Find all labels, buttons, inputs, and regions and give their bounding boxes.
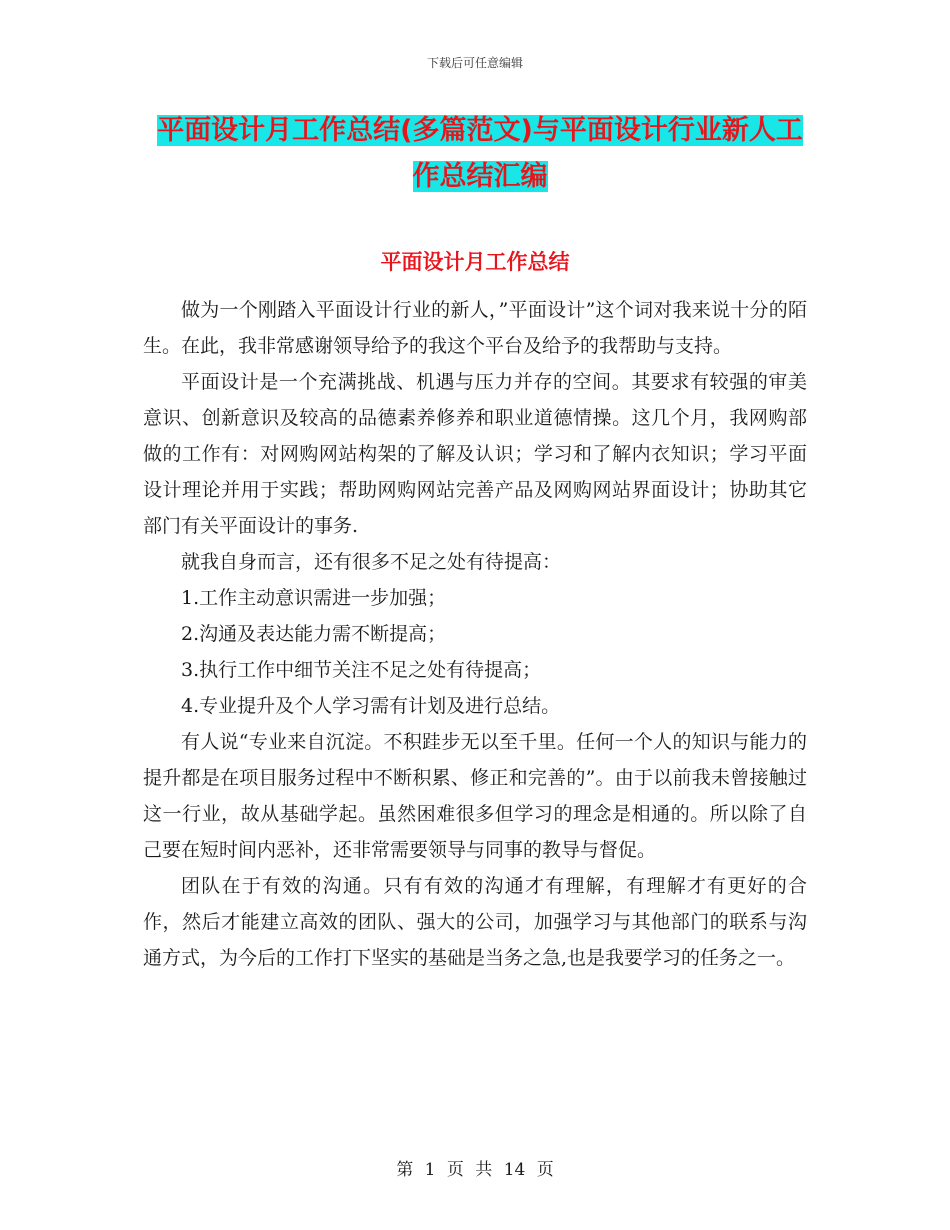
paragraph: 做为一个刚踏入平面设计行业的新人，”平面设计”这个词对我来说十分的陌生。在此，我非常感谢领导给予的我这个平台及给予的我帮助与支持。 xyxy=(143,299,807,357)
list-item: 4.专业提升及个人学习需有计划及进行总结。 xyxy=(181,695,561,717)
paragraph: 团队在于有效的沟通。只有有效的沟通才有理解，有理解才有更好的合作，然后才能建立高效的团队、强大的公司，加强学习与其他部门的联系与沟通方式，为今后的工作打下坚实的基础是当务之急,也是我要学习的任务之一。 xyxy=(143,875,807,969)
document-body xyxy=(143,292,807,976)
paragraph: 有人说“专业来自沉淀。不积跬步无以至千里。任何一个人的知识与能力的提升都是在项目服务过程中不断积累、修正和完善的”。由于以前我未曾接触过这一行业，故从基础学起。虽然困难很多但学习的理念是相通的。所以除了自己要在短时间内恶补，还非常需要领导与同事的教导与督促。 xyxy=(143,731,807,861)
list-item: 2.沟通及表达能力需不断提高； xyxy=(181,623,447,645)
document-title xyxy=(150,108,810,200)
section-title: 平面设计月工作总结 xyxy=(380,250,570,274)
header-note: 下载后可任意编辑 xyxy=(426,56,523,70)
page-footer: 第 1 页 共 14 页 xyxy=(396,1160,554,1180)
list-item: 1.工作主动意识需进一步加强； xyxy=(181,587,447,609)
list-item: 3.执行工作中细节关注不足之处有待提高； xyxy=(181,659,542,681)
paragraph: 就我自身而言，还有很多不足之处有待提高： xyxy=(181,551,562,573)
paragraph: 平面设计是一个充满挑战、机遇与压力并存的空间。其要求有较强的审美意识、创新意识及较高的品德素养修养和职业道德情操。这几个月，我网购部做的工作有：对网购网站构架的了解及认识；学习和了解内衣知识；学习平面设计理论并用于实践；帮助网购网站完善产品及网购网站界面设计；协助其它部门有关平面设计的事务. xyxy=(143,371,807,537)
document-title-text: 平面设计月工作总结(多篇范文)与平面设计行业新人工作总结汇编 xyxy=(157,115,803,192)
